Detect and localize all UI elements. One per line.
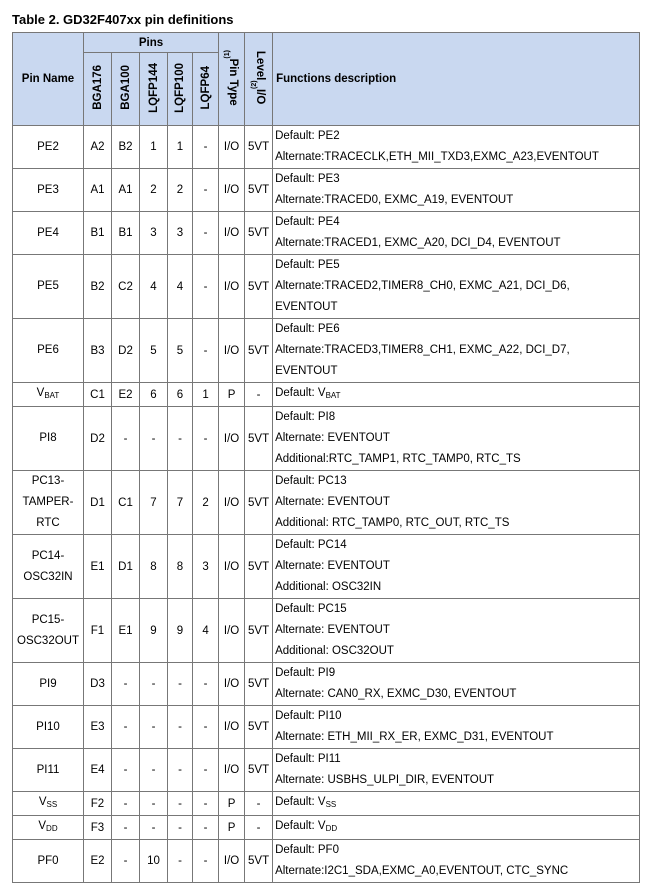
pin-type-cell: I/O <box>219 471 245 535</box>
io-level-cell: 5VT <box>245 749 273 792</box>
package-pin-cell: E2 <box>84 840 112 883</box>
function-line: Default: $V_{BAT}$ <box>275 387 341 400</box>
table-row <box>13 169 640 212</box>
function-line: Default: PE6 <box>275 323 340 335</box>
pin-name-cell: PI11 <box>13 749 84 792</box>
io-level-cell: 5VT <box>245 255 273 319</box>
pin-name-cell: PI8 <box>13 407 84 471</box>
pin-name-cell: PE3 <box>13 169 84 212</box>
package-pin-cell: 1 <box>140 126 168 169</box>
package-pin-cell: 6 <box>140 383 168 407</box>
table-row <box>13 599 640 663</box>
package-pin-cell: - <box>168 706 193 749</box>
function-line: Default: PC13 <box>275 475 347 487</box>
package-pin-cell: - <box>168 792 193 816</box>
function-line: Default: PE3 <box>275 173 340 185</box>
functions-cell <box>273 169 640 212</box>
table-row <box>13 816 640 840</box>
package-pin-cell: - <box>140 663 168 706</box>
table-row <box>13 535 640 599</box>
package-pin-cell: 9 <box>140 599 168 663</box>
io-level-cell: 5VT <box>245 407 273 471</box>
package-pin-cell: C1 <box>112 471 140 535</box>
package-pin-cell: - <box>112 840 140 883</box>
package-pin-cell: 6 <box>168 383 193 407</box>
function-line: Default: PF0 <box>275 844 339 856</box>
package-pin-cell: D2 <box>112 319 140 383</box>
package-header-lqfp64: LQFP64 <box>193 53 219 126</box>
package-pin-cell: - <box>193 319 219 383</box>
package-pin-cell: - <box>168 840 193 883</box>
function-line: Default: PI10 <box>275 710 342 722</box>
table-row <box>13 212 640 255</box>
pin-name-cell: PC15- OSC32OUT <box>13 599 84 663</box>
table-row <box>13 383 640 407</box>
pin-type-cell: I/O <box>219 599 245 663</box>
function-line: Additional: OSC32IN <box>275 581 382 593</box>
function-line: Default: PE2 <box>275 130 340 142</box>
package-pin-cell: 10 <box>140 840 168 883</box>
pin-name-cell: PC13- TAMPER- RTC <box>13 471 84 535</box>
table-row <box>13 126 640 169</box>
io-level-cell: 5VT <box>245 663 273 706</box>
io-level-cell: - <box>245 792 273 816</box>
io-level-cell: 5VT <box>245 471 273 535</box>
package-pin-cell: - <box>168 749 193 792</box>
function-line: Alternate: CAN0_RX, EXMC_D30, EVENTOUT <box>275 688 517 700</box>
table-row <box>13 792 640 816</box>
package-pin-cell: F2 <box>84 792 112 816</box>
package-pin-cell: B1 <box>112 212 140 255</box>
functions-cell <box>273 663 640 706</box>
package-pin-cell: D1 <box>84 471 112 535</box>
io-level-cell: 5VT <box>245 319 273 383</box>
package-pin-cell: 8 <box>168 535 193 599</box>
table-row <box>13 255 640 319</box>
table-row <box>13 840 640 883</box>
package-pin-cell: C2 <box>112 255 140 319</box>
package-pin-cell: B3 <box>84 319 112 383</box>
function-line: EVENTOUT <box>275 365 338 377</box>
package-pin-cell: - <box>193 212 219 255</box>
package-pin-cell: E4 <box>84 749 112 792</box>
package-pin-cell: - <box>112 749 140 792</box>
package-pin-cell: A2 <box>84 126 112 169</box>
function-line: Additional:RTC_TAMP1, RTC_TAMP0, RTC_TS <box>275 453 521 465</box>
package-pin-cell: - <box>193 663 219 706</box>
table-row <box>13 319 640 383</box>
pins-group-header: Pins <box>84 33 219 53</box>
table-header <box>13 33 640 126</box>
table-row <box>13 471 640 535</box>
function-line: Default: $V_{DD}$ <box>275 820 338 833</box>
function-line: Default: PI11 <box>275 753 341 765</box>
pin-type-cell: I/O <box>219 749 245 792</box>
functions-cell <box>273 599 640 663</box>
package-header-lqfp144: LQFP144 <box>140 53 168 126</box>
package-pin-cell: 3 <box>140 212 168 255</box>
package-pin-cell: F3 <box>84 816 112 840</box>
pin-type-cell: I/O <box>219 319 245 383</box>
package-pin-cell: 8 <box>140 535 168 599</box>
package-pin-cell: A1 <box>84 169 112 212</box>
table-row <box>13 706 640 749</box>
functions-cell <box>273 471 640 535</box>
package-pin-cell: - <box>140 706 168 749</box>
package-pin-cell: - <box>168 663 193 706</box>
function-line: Default: PE5 <box>275 259 340 271</box>
package-pin-cell: - <box>112 816 140 840</box>
function-line: Alternate:TRACED2,TIMER8_CH0, EXMC_A21, DCI_D6, <box>275 280 570 292</box>
io-level-cell: 5VT <box>245 169 273 212</box>
table-body <box>13 126 640 883</box>
pin-name-cell: $V_{SS}$ <box>13 792 84 816</box>
pin-type-cell: I/O <box>219 663 245 706</box>
pin-name-header: Pin Name <box>13 33 84 126</box>
table-row <box>13 663 640 706</box>
package-pin-cell: 7 <box>168 471 193 535</box>
function-line: Alternate: ETH_MII_RX_ER, EXMC_D31, EVENTOUT <box>275 731 554 743</box>
functions-cell <box>273 749 640 792</box>
function-line: Default: PI8 <box>275 411 336 423</box>
package-pin-cell: 4 <box>168 255 193 319</box>
pin-type-cell: I/O <box>219 535 245 599</box>
pin-name-cell: $V_{BAT}$ <box>13 383 84 407</box>
functions-cell <box>273 255 640 319</box>
package-pin-cell: - <box>193 792 219 816</box>
function-line: Alternate:TRACED0, EXMC_A19, EVENTOUT <box>275 194 514 206</box>
package-pin-cell: 2 <box>168 169 193 212</box>
pin-name-cell: PE2 <box>13 126 84 169</box>
functions-cell <box>273 535 640 599</box>
functions-cell <box>273 126 640 169</box>
table-row <box>13 749 640 792</box>
function-line: Alternate: USBHS_ULPI_DIR, EVENTOUT <box>275 774 495 786</box>
pin-definitions-table <box>12 32 640 883</box>
pin-type-cell: I/O <box>219 126 245 169</box>
function-line: Default: PC15 <box>275 603 347 615</box>
package-pin-cell: 1 <box>193 383 219 407</box>
io-level-cell: - <box>245 816 273 840</box>
function-line: Alternate: EVENTOUT <box>275 496 390 508</box>
io-level-cell: 5VT <box>245 535 273 599</box>
package-pin-cell: 5 <box>168 319 193 383</box>
package-pin-cell: B2 <box>84 255 112 319</box>
package-pin-cell: - <box>193 749 219 792</box>
package-pin-cell: 9 <box>168 599 193 663</box>
package-pin-cell: 3 <box>168 212 193 255</box>
functions-cell <box>273 840 640 883</box>
pin-type-cell: P <box>219 816 245 840</box>
package-pin-cell: C1 <box>84 383 112 407</box>
package-pin-cell: - <box>193 840 219 883</box>
function-line: Alternate: EVENTOUT <box>275 432 390 444</box>
pin-type-cell: I/O <box>219 255 245 319</box>
function-line: Alternate:TRACED1, EXMC_A20, DCI_D4, EVENTOUT <box>275 237 561 249</box>
package-pin-cell: 1 <box>168 126 193 169</box>
pin-name-cell: PE4 <box>13 212 84 255</box>
package-pin-cell: - <box>193 706 219 749</box>
package-pin-cell: 2 <box>193 471 219 535</box>
pin-type-cell: I/O <box>219 212 245 255</box>
package-pin-cell: 2 <box>140 169 168 212</box>
package-pin-cell: - <box>193 407 219 471</box>
function-line: EVENTOUT <box>275 301 338 313</box>
pin-name-cell: $V_{DD}$ <box>13 816 84 840</box>
functions-cell <box>273 816 640 840</box>
package-pin-cell: 7 <box>140 471 168 535</box>
pin-type-cell: P <box>219 383 245 407</box>
package-pin-cell: E1 <box>112 599 140 663</box>
io-level-cell: 5VT <box>245 840 273 883</box>
package-pin-cell: - <box>112 407 140 471</box>
function-line: Alternate: EVENTOUT <box>275 624 390 636</box>
function-line: Alternate:I2C1_SDA,EXMC_A0,EVENTOUT, CTC_SYNC <box>275 865 569 877</box>
io-level-cell: 5VT <box>245 706 273 749</box>
functions-cell <box>273 319 640 383</box>
functions-header: Functions description <box>273 33 640 126</box>
pin-name-cell: PC14- OSC32IN <box>13 535 84 599</box>
function-line: Alternate:TRACECLK,ETH_MII_TXD3,EXMC_A23,EVENTOUT <box>275 151 599 163</box>
function-line: Default: $V_{SS}$ <box>275 796 337 809</box>
function-line: Additional: OSC32OUT <box>275 645 394 657</box>
pin-type-cell: I/O <box>219 407 245 471</box>
functions-cell <box>273 706 640 749</box>
package-pin-cell: 3 <box>193 535 219 599</box>
package-pin-cell: - <box>193 255 219 319</box>
function-line: Default: PI9 <box>275 667 336 679</box>
pin-type-cell: I/O <box>219 706 245 749</box>
package-header-bga100: BGA100 <box>112 53 140 126</box>
function-line: Alternate: EVENTOUT <box>275 560 390 572</box>
functions-cell <box>273 383 640 407</box>
package-pin-cell: B1 <box>84 212 112 255</box>
package-pin-cell: E3 <box>84 706 112 749</box>
package-pin-cell: 4 <box>193 599 219 663</box>
io-level-header: $I/O^{(2)}Level$ <box>245 33 273 126</box>
package-pin-cell: D3 <box>84 663 112 706</box>
package-pin-cell: - <box>112 663 140 706</box>
package-pin-cell: - <box>140 816 168 840</box>
package-pin-cell: D2 <box>84 407 112 471</box>
functions-cell <box>273 792 640 816</box>
pin-name-cell: PE5 <box>13 255 84 319</box>
package-pin-cell: - <box>168 816 193 840</box>
pin-name-cell: PF0 <box>13 840 84 883</box>
function-line: Alternate:TRACED3,TIMER8_CH1, EXMC_A22, DCI_D7, <box>275 344 570 356</box>
io-level-cell: - <box>245 383 273 407</box>
function-line: Additional: RTC_TAMP0, RTC_OUT, RTC_TS <box>275 517 510 529</box>
pin-type-cell: P <box>219 792 245 816</box>
package-pin-cell: - <box>140 749 168 792</box>
package-pin-cell: - <box>193 169 219 212</box>
package-pin-cell: - <box>112 706 140 749</box>
functions-cell <box>273 407 640 471</box>
io-level-cell: 5VT <box>245 599 273 663</box>
package-pin-cell: - <box>112 792 140 816</box>
package-pin-cell: B2 <box>112 126 140 169</box>
pin-name-cell: PI10 <box>13 706 84 749</box>
pin-type-cell: I/O <box>219 840 245 883</box>
pin-type-header: Pin Type$^{(1)}$ <box>219 33 245 126</box>
package-pin-cell: A1 <box>112 169 140 212</box>
functions-cell <box>273 212 640 255</box>
package-pin-cell: - <box>140 407 168 471</box>
package-pin-cell: - <box>193 816 219 840</box>
package-pin-cell: D1 <box>112 535 140 599</box>
package-pin-cell: 4 <box>140 255 168 319</box>
package-pin-cell: - <box>193 126 219 169</box>
package-pin-cell: - <box>140 792 168 816</box>
function-line: Default: PE4 <box>275 216 340 228</box>
pin-type-cell: I/O <box>219 169 245 212</box>
package-pin-cell: F1 <box>84 599 112 663</box>
package-pin-cell: E2 <box>112 383 140 407</box>
io-level-cell: 5VT <box>245 212 273 255</box>
function-line: Default: PC14 <box>275 539 347 551</box>
table-title: Table 2. GD32F407xx pin definitions <box>12 12 234 27</box>
package-header-lqfp100: LQFP100 <box>168 53 193 126</box>
package-header-bga176: BGA176 <box>84 53 112 126</box>
pin-name-cell: PE6 <box>13 319 84 383</box>
io-level-cell: 5VT <box>245 126 273 169</box>
package-pin-cell: - <box>168 407 193 471</box>
package-pin-cell: E1 <box>84 535 112 599</box>
package-pin-cell: 5 <box>140 319 168 383</box>
pin-name-cell: PI9 <box>13 663 84 706</box>
table-row <box>13 407 640 471</box>
